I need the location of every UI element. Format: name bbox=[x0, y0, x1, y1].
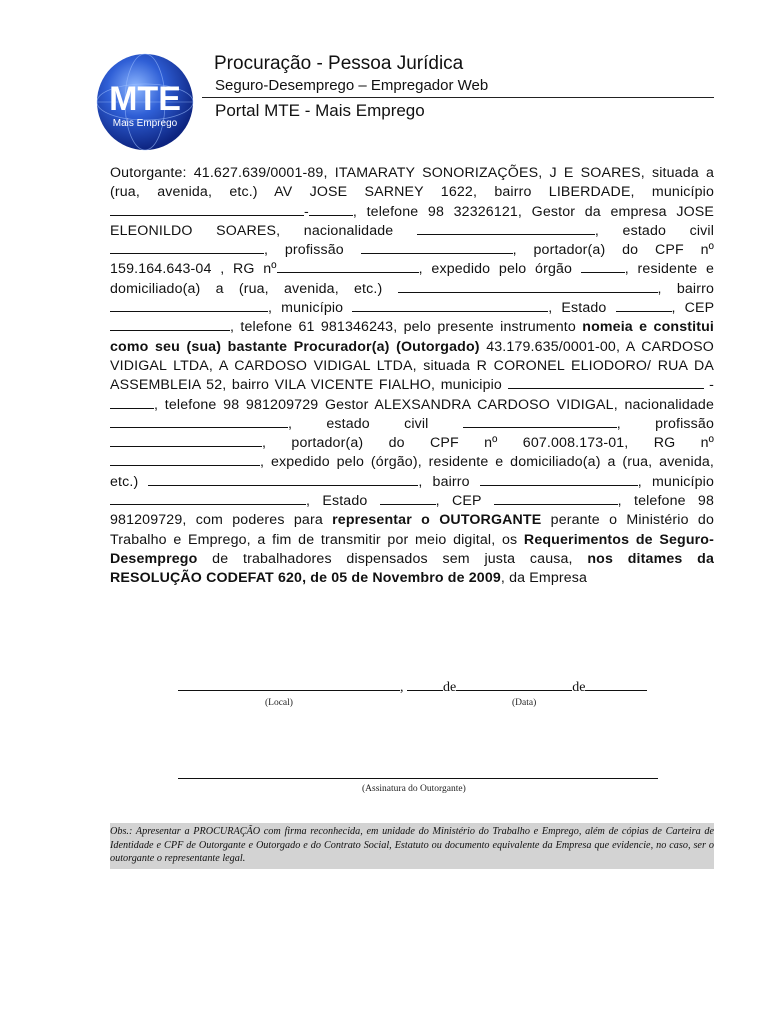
logo-text: MTE bbox=[109, 80, 181, 118]
blank-municipio-outorgante bbox=[110, 204, 304, 216]
blank-orgao-outorgante bbox=[581, 261, 625, 273]
de-label-2: de bbox=[572, 680, 586, 695]
local-caption: (Local) bbox=[265, 698, 293, 708]
blank-estado-outorgado bbox=[380, 493, 436, 505]
blank-cep2-outorgante bbox=[110, 319, 230, 331]
blank-municipio-outorgado bbox=[508, 377, 704, 389]
portal-name: Portal MTE - Mais Emprego bbox=[215, 101, 425, 120]
blank-profissao-outorgado bbox=[110, 435, 262, 447]
blank-nacionalidade-outorgante bbox=[417, 223, 595, 235]
blank-nacionalidade-outorgado bbox=[110, 416, 288, 428]
blank-estado-outorgante bbox=[616, 300, 672, 312]
blank-endereco-outorgado bbox=[148, 474, 418, 486]
signature-caption: (Assinatura do Outorgante) bbox=[362, 784, 466, 794]
blank-rg-outorgado bbox=[110, 454, 260, 466]
observation-note: Obs.: Apresentar a PROCURAÇÃO com firma reconhecida, em unidade do Ministério do Trabalho e Emprego, além de cópias de Carteira de Identidade e CPF de Outorgante e Outorgado e do Contrato Social, Estatuto ou documento equivalente da Empresa que evidencie, no caso, ser o outorgante o representante legal. bbox=[110, 823, 714, 869]
blank-municipio2-outorgado bbox=[110, 493, 306, 505]
blank-mes bbox=[456, 680, 572, 691]
blank-endereco-outorgante bbox=[398, 281, 658, 293]
header-divider bbox=[202, 97, 714, 98]
document-subtitle: Seguro-Desemprego – Empregador Web bbox=[215, 77, 489, 94]
signature-line bbox=[178, 778, 658, 779]
data-caption: (Data) bbox=[512, 698, 537, 708]
blank-dia bbox=[407, 680, 443, 691]
local-data-line: , de de bbox=[178, 680, 647, 696]
blank-cep2-outorgado bbox=[494, 493, 618, 505]
blank-rg-outorgante bbox=[277, 261, 419, 273]
procuracao-body: Outorgante: 41.627.639/0001-89, ITAMARATY SONORIZAÇÕES, J E SOARES, situada a (rua, avenida, etc.) AV JOSE SARNEY 1622, bairro LIBERDADE, município - , telefone 98 32326121, Gestor da empresa JOSE ELEONILDO SOARES, nacionalidade , estado civil , profissão , portador(a) do CPF nº 159.164.643-04 , RG nº , expedido pelo órgão , residente e domiciliado(a) a (rua, avenida, etc.) , bairro , município , Estado , CEP , telefone 61 981346243, pelo presente instrumento nomeia e constitui como seu (sua) bastante Procurador(a) (Outorgado) 43.179.635/0001-00, A CARDOSO VIDIGAL LTDA, A CARDOSO VIDIGAL LTDA, situada R CORONEL ELIODORO/ RUA DA ASSEMBLEIA 52, bairro VILA VICENTE FIALHO, municipio - , telefone 98 981209729 Gestor ALEXSANDRA CARDOSO VIDIGAL, nacionalidade , estado civil , profissão , portador(a) do CPF nº 607.008.173-01, RG nº, expedido pelo (órgão), residente e domiciliado(a) a (rua, avenida, etc.) , bairro , município , Estado , CEP , telefone 98 981209729, com poderes para representar o OUTORGANTE perante o Ministério do Trabalho e Emprego, a fim de transmitir por meio digital, os Requerimentos de Seguro-Desemprego de trabalhadores dispensados sem justa causa, nos ditames da RESOLUÇÃO CODEFAT 620, de 05 de Novembro de 2009, da Empresa bbox=[110, 165, 715, 587]
blank-bairro-outorgante bbox=[110, 300, 268, 312]
blank-bairro-outorgado bbox=[480, 474, 638, 486]
blank-cep-outorgado bbox=[110, 397, 154, 409]
de-label-1: de bbox=[443, 680, 457, 695]
mte-logo bbox=[95, 52, 195, 152]
blank-estado-civil-outorgado bbox=[463, 416, 617, 428]
blank-ano bbox=[585, 680, 647, 691]
blank-municipio2-outorgante bbox=[352, 300, 548, 312]
document-title: Procuração - Pessoa Jurídica bbox=[214, 53, 464, 74]
blank-local bbox=[178, 680, 400, 691]
blank-profissao-outorgante bbox=[361, 242, 513, 254]
logo-subtext: Mais Emprego bbox=[112, 118, 178, 129]
blank-cep-outorgante bbox=[309, 204, 353, 216]
blank-estado-civil-outorgante bbox=[110, 242, 264, 254]
